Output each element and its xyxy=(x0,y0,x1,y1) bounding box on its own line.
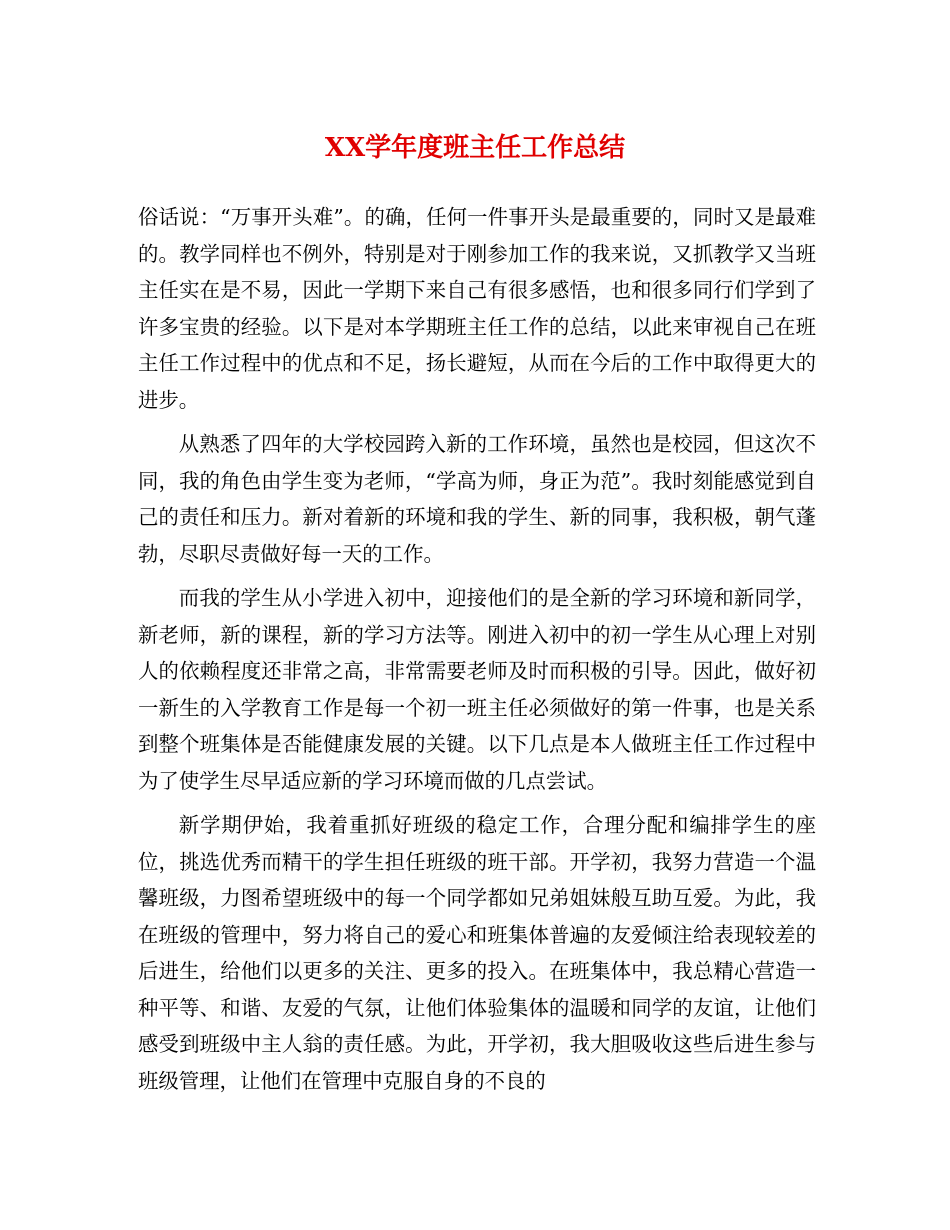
paragraph-2: 从熟悉了四年的大学校园跨入新的工作环境，虽然也是校园，但这次不同，我的角色由学生变为老师，“学高为师，身正为范”。我时刻能感觉到自己的责任和压力。新对着新的环境和我的学生、新的同事，我积极，朝气蓬勃，尽职尽责做好每一天的工作。 xyxy=(138,432,816,566)
paragraph-3: 而我的学生从小学进入初中，迎接他们的是全新的学习环境和新同学，新老师，新的课程，新的学习方法等。刚进入初中的初一学生从心理上对别人的依赖程度还非常之高，非常需要老师及时而积极的引导。因此，做好初一新生的入学教育工作是每一个初一班主任必须做好的第一件事，也是关系到整个班集体是否能健康发展的关键。以下几点是本人做班主任工作过程中为了使学生尽早适应新的学习环境而做的几点尝试。 xyxy=(138,586,816,793)
document-title: XX学年度班主任工作总结 xyxy=(324,133,626,163)
paragraph-intro: 俗话说：“万事开头难”。的确，任何一件事开头是最重要的，同时又是最难的。教学同样也不例外，特别是对于刚参加工作的我来说，又抓教学又当班主任实在是不易，因此一学期下来自己有很多感悟，也和很多同行们学到了许多宝贵的经验。以下是对本学期班主任工作的总结，以此来审视自己在班主任工作过程中的优点和不足，扬长避短，从而在今后的工作中取得更大的进步。 xyxy=(138,205,816,412)
document-body xyxy=(138,199,816,1107)
paragraph-4: 新学期伊始，我着重抓好班级的稳定工作，合理分配和编排学生的座位，挑选优秀而精干的学生担任班级的班干部。开学初，我努力营造一个温馨班级，力图希望班级中的每一个同学都如兄弟姐妹般互助互爱。为此，我在班级的管理中，努力将自己的爱心和班集体普遍的友爱倾注给表现较差的后进生，给他们以更多的关注、更多的投入。在班集体中，我总精心营造一种平等、和谐、友爱的气氛，让他们体验集体的温暖和同学的友谊，让他们感受到班级中主人翁的责任感。为此，开学初，我大胆吸收这些后进生参与班级管理，让他们在管理中克服自身的不良的 xyxy=(138,813,816,1093)
